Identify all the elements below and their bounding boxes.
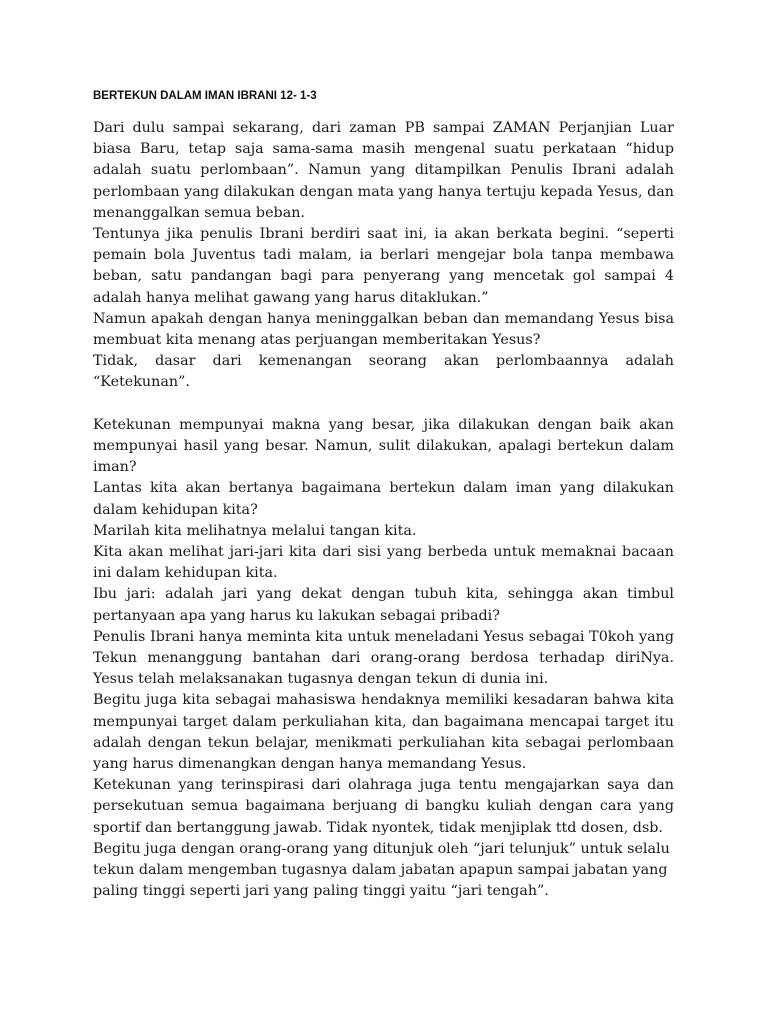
document-body	[93, 118, 674, 903]
paragraph: Ketekunan yang terinspirasi dari olahraga juga tentu mengajarkan saya dan persekutuan semua bagaimana berjuang di bangku kuliah dengan cara yang sportif dan bertanggung jawab. Tidak nyontek, tidak menjiplak ttd dosen, dsb.	[93, 777, 674, 836]
paragraph: Begitu juga kita sebagai mahasiswa hendaknya memiliki kesadaran bahwa kita mempunyai target dalam perkuliahan kita, dan bagaimana mencapai target itu adalah dengan tekun belajar, menikmati perkuliahan kita sebagai perlombaan yang harus dimenangkan dengan hanya memandang Yesus.	[93, 692, 674, 773]
paragraph: Namun apakah dengan hanya meninggalkan beban dan memandang Yesus bisa membuat kita menang atas perjuangan memberitakan Yesus?	[93, 310, 674, 349]
document-title: BERTEKUN DALAM IMAN IBRANI 12- 1-3	[93, 90, 317, 102]
paragraph: Ibu jari: adalah jari yang dekat dengan tubuh kita, sehingga akan timbul pertanyaan apa yang harus ku lakukan sebagai pribadi?	[93, 586, 674, 624]
paragraph: Kita akan melihat jari-jari kita dari sisi yang berbeda untuk memaknai bacaan ini dalam kehidupan kita.	[93, 544, 674, 582]
paragraph: Tidak, dasar dari kemenangan seorang akan perlombaannya adalah “Ketekunan”.	[93, 353, 674, 391]
paragraph: Marilah kita melihatnya melalui tangan kita.	[93, 522, 417, 539]
paragraph: Lantas kita akan bertanya bagaimana bertekun dalam iman yang dilakukan dalam kehidupan kita?	[93, 480, 674, 518]
paragraph: Dari dulu sampai sekarang, dari zaman PB sampai ZAMAN Perjanjian Luar biasa Baru, tetap saja sama-sama masih mengenal suatu perkataan “hidup adalah suatu perlombaan”. Namun yang ditampilkan Penulis Ibrani adalah perlombaan yang dilakukan dengan mata yang hanya tertuju kepada Yesus, dan menanggalkan semua beban.	[93, 120, 674, 221]
paragraph: Begitu juga dengan orang-orang yang ditunjuk oleh “jari telunjuk” untuk selalu tekun dalam mengemban tugasnya dalam jabatan apapun sampai jabatan yang paling tinggi seperti jari yang paling tinggi yaitu “jari tengah”.	[93, 840, 670, 900]
paragraph: Ketekunan mempunyai makna yang besar, jika dilakukan dengan baik akan mempunyai hasil yang besar. Namun, sulit dilakukan, apalagi bertekun dalam iman?	[93, 416, 674, 476]
paragraph: Penulis Ibrani hanya meminta kita untuk meneladani Yesus sebagai T0koh yang Tekun menanggung bantahan dari orang-orang berdosa terhadap diriNya. Yesus telah melaksanakan tugasnya dengan tekun di dunia ini.	[93, 628, 674, 688]
paragraph: Tentunya jika penulis Ibrani berdiri saat ini, ia akan berkata begini. “seperti pemain bola Juventus tadi malam, ia berlari mengejar bola tanpa membawa beban, satu pandangan bagi para penyerang yang mencetak gol sampai 4 adalah hanya melihat gawang yang harus ditaklukan.”	[93, 226, 674, 306]
